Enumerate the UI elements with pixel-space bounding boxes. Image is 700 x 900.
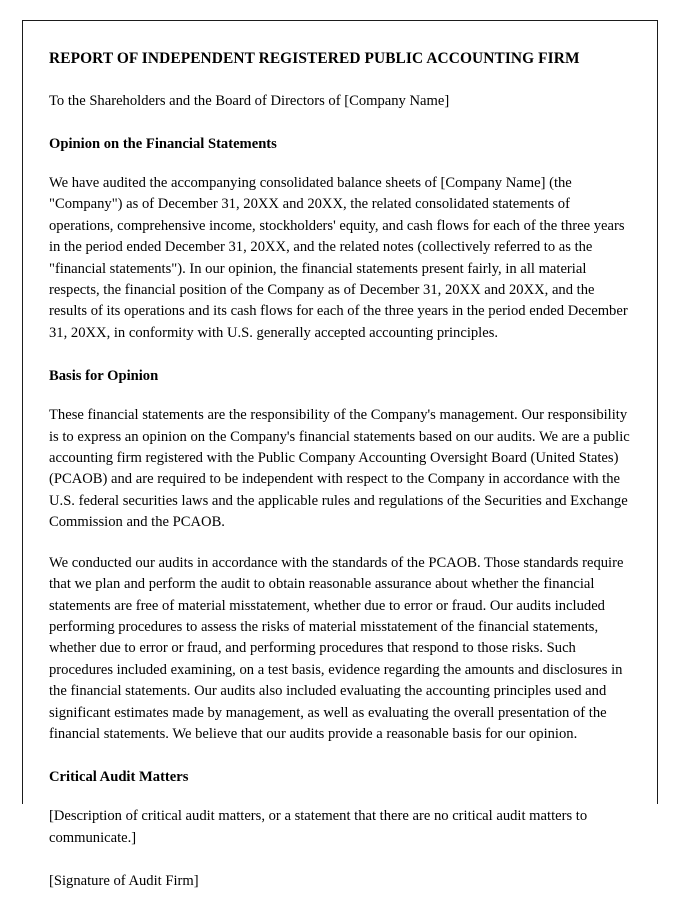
section-heading-basis-for-opinion: Basis for Opinion bbox=[49, 368, 159, 385]
document-page bbox=[22, 20, 658, 890]
page-title: REPORT OF INDEPENDENT REGISTERED PUBLIC ACCOUNTING FIRM bbox=[49, 50, 580, 67]
section-heading-opinion-on-the-financial-statements: Opinion on the Financial Statements bbox=[49, 136, 277, 152]
salutation-line: To the Shareholders and the Board of Directors of [Company Name] bbox=[49, 93, 450, 109]
document-body bbox=[49, 21, 635, 892]
paragraph-critical-audit-matters-1: [Description of critical audit matters, or a statement that there are no critical audit matters to communicate.] bbox=[49, 808, 588, 846]
paragraph-opinion-1: We have audited the accompanying consolidated balance sheets of [Company Name] (the "Company") as of December 31, 20XX and 20XX, the related consolidated statements of operations, comprehensive income, stockholders' equity, and cash flows for each of the three years in the period ended December 31, 20XX, and the related notes (collectively referred to as the "financial statements"). In our opinion, the financial statements present fairly, in all material respects, the financial position of the Company as of December 31, 20XX and 20XX, and the results of its operations and its cash flows for each of the three years in the period ended December 31, 20XX, in conformity with U.S. generally accepted accounting principles. bbox=[49, 175, 628, 341]
paragraph-basis-2: We conducted our audits in accordance with the standards of the PCAOB. Those standards require that we plan and perform the audit to obtain reasonable assurance about whether the financial statements are free of material misstatement, whether due to error or fraud. Our audits included performing procedures to assess the risks of material misstatement of the financial statements, whether due to error or fraud, and performing procedures that respond to those risks. Such procedures included examining, on a test basis, evidence regarding the amounts and disclosures in the financial statements. Our audits also included evaluating the accounting principles used and significant estimates made by management, as well as evaluating the overall presentation of the financial statements. We believe that our audits provide a reasonable basis for our opinion. bbox=[49, 554, 624, 742]
section-heading-critical-audit-matters: Critical Audit Matters bbox=[49, 769, 189, 786]
signature-placeholder: [Signature of Audit Firm] bbox=[49, 873, 199, 890]
paragraph-basis-1: These financial statements are the responsibility of the Company's management. Our responsibility is to express an opinion on the Company's financial statements based on our audits. We are a public accounting firm registered with the Public Company Accounting Oversight Board (United States) (PCAOB) and are required to be independent with respect to the Company in accordance with the U.S. federal securities laws and the applicable rules and regulations of the Securities and Exchange Commission and the PCAOB. bbox=[49, 407, 630, 531]
